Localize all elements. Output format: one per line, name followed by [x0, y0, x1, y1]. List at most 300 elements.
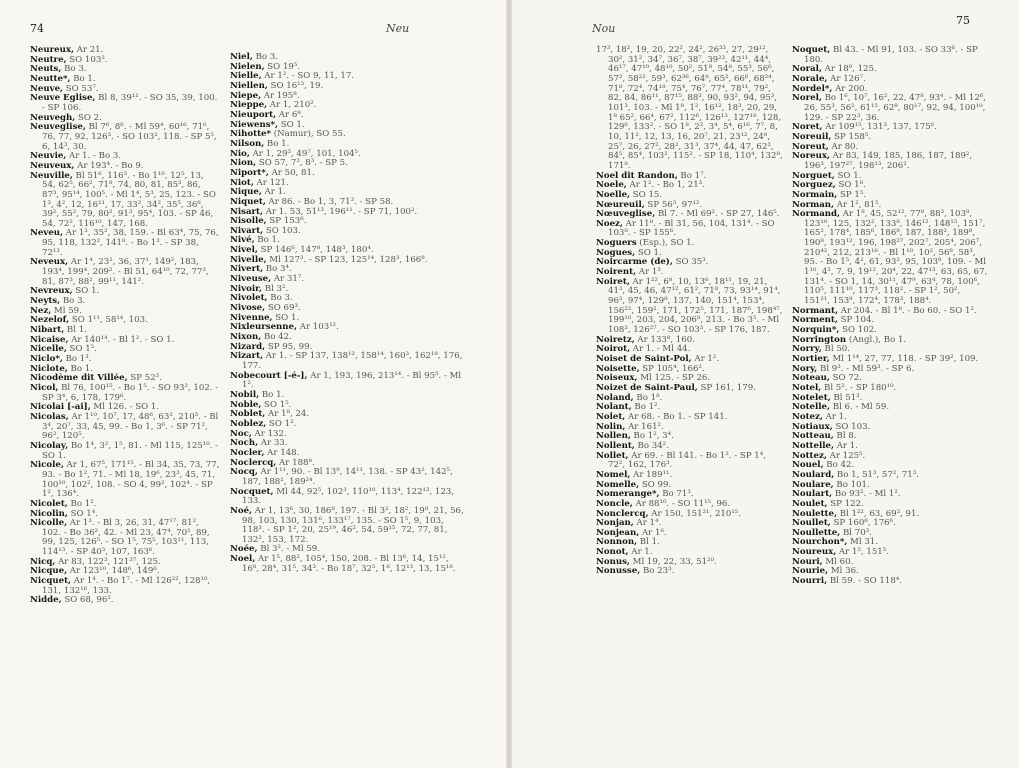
entry-references: SP 158⁵.: [831, 131, 872, 142]
entry-references: Bo 1.: [254, 235, 280, 246]
entry-headword: Nihotte*: [230, 129, 272, 140]
entry-headword: Norel,: [792, 93, 822, 104]
entry-references: SP 56³, 97¹².: [644, 199, 703, 210]
entry-references: Ml 1¹⁴, 27, 77, 118. - SP 39², 109.: [829, 354, 979, 364]
entry-headword: Normain,: [792, 189, 838, 200]
entry-headword: Neuts,: [30, 64, 62, 75]
entry-headword: Nouri,: [792, 556, 823, 567]
entry-headword: Notelet,: [792, 392, 831, 403]
entry-headword: Nisolle,: [230, 216, 267, 227]
entry-headword: Noé,: [230, 505, 253, 516]
entry-references: Bl 76, 100¹⁵. - Bo 1⁵. - SO 93², 102. - SP 3⁴, 6, 178, 179⁶.: [42, 382, 219, 403]
entry-headword: Neutte*,: [30, 73, 71, 84]
entry-headword: Norment,: [792, 315, 838, 326]
entry-references: Ar 1³.: [636, 267, 664, 278]
entry-references: Ml 19, 22, 33, 51²⁰.: [629, 556, 717, 567]
entry-headword: Nisart,: [230, 206, 264, 217]
entry-references: SO 16¹³, 19.: [267, 80, 324, 91]
entry-references: SO 69³.: [265, 303, 301, 314]
entry-references: Ar 1⁸, 45, 52¹², 77⁸, 88³, 103⁸, 123¹⁰, 125, 132², 133⁸, 146¹², 148¹⁵, 151⁷, 165², 178⁴, 185⁶, 186⁸, 187, 188², 189⁸, 190⁸, 193¹², 196, 198²⁷, 202⁷, 205⁴, 206⁷, 210⁴², 212, 213¹⁶. - Bl 1¹⁰, 10², 56⁸, 58³, 95. - Bo 1⁵, 4², 61, 93², 95, 103⁸, 109. - Ml 1¹⁰, 4³, 7, 9, 19¹², 20⁴, 22, 47¹³, 63, 65, 67, 131⁴. - SO 1, 14, 30¹¹, 47⁹, 63⁴, 78, 100⁶, 110⁵, 111¹⁰, 117³, 118². - SP 1², 50², 151²¹, 153⁸, 172⁴, 178³, 188⁴.: [804, 209, 988, 307]
entry-headword: Noble,: [230, 399, 262, 410]
entry-headword: Noguers: [596, 238, 637, 249]
entry-headword: Normant,: [792, 305, 838, 316]
entry-references: Bo 71³.: [659, 489, 694, 500]
entry-headword: Nicodème dit Villée,: [30, 373, 128, 384]
index-entry: [30, 94, 220, 113]
entry-references: Ml 127³. - SP 123, 125¹⁴, 128³, 166⁸.: [266, 254, 428, 265]
entry-headword: Noel,: [230, 554, 256, 565]
entry-headword: Nivoir,: [230, 283, 263, 294]
entry-references: Bo 3.: [61, 64, 87, 75]
entry-references: Ar 1⁵, 88², 105⁴, 150, 208. - Bl 13⁶, 14, 15¹², 16⁸, 28⁴, 31⁵, 34³. - Bo 18⁷, 32⁵, 1⁸, 12¹³, 13, 15¹⁸.: [242, 554, 456, 574]
entry-references: Ar 126⁷.: [827, 73, 866, 84]
entry-headword: Norguez,: [792, 180, 836, 191]
entry-references: Ar 1, 13⁶, 30, 186⁸, 197. - Bl 3², 18², 19⁸, 21, 56, 98, 103, 130, 131⁶, 133¹⁷, 135. - SO 1⁵, 9, 103, 118³. - SP 1², 20, 25¹⁹, 46², 54, 59¹⁵, 72, 77, 81, 132², 153, 172.: [242, 505, 464, 545]
entry-headword: Noulet,: [792, 498, 828, 509]
entry-headword: Neuveglise,: [30, 122, 86, 133]
entry-references: Ar 83, 122³, 121³⁷, 125.: [55, 556, 161, 567]
entry-headword: Norquin*,: [792, 325, 840, 336]
entry-references: Bl 1.: [637, 537, 660, 548]
entry-headword: Noulette,: [792, 508, 837, 519]
entry-references: Bo 1.: [264, 138, 290, 149]
entry-headword: Noele,: [596, 180, 627, 191]
index-column: [230, 53, 468, 574]
entry-headword: Noreux,: [792, 151, 830, 162]
entry-references: Ar 1, 29³, 49⁷, 101, 104⁵.: [249, 148, 361, 159]
entry-references: SO 1¹¹, 58¹⁴, 103.: [69, 315, 148, 326]
page-number: 75: [956, 14, 970, 27]
entry-references: SP 146⁶, 147⁸, 148³, 180⁴.: [257, 245, 374, 256]
index-entry: [792, 152, 988, 171]
index-entry: [30, 413, 220, 442]
entry-references: Ar 1⁸, 24.: [265, 409, 310, 420]
entry-headword: Niclote,: [30, 363, 68, 374]
entry-headword: Noulare,: [792, 479, 834, 490]
index-entry: [30, 123, 220, 152]
entry-references: Ml 126. - SO 1.: [90, 402, 160, 413]
entry-references: SO 1².: [266, 418, 297, 429]
entry-headword: Notez,: [792, 411, 823, 422]
entry-headword: Noblez,: [230, 418, 267, 429]
entry-references: Bo 3⁴.: [263, 264, 292, 275]
entry-references: Bl 70³.: [840, 527, 872, 538]
entry-headword: Noteau,: [792, 373, 830, 384]
entry-headword: Nomelle,: [596, 479, 640, 490]
entry-references: Ar 1.: [261, 187, 286, 198]
entry-references: Ar 11⁸. - Bl 31, 56, 104, 131⁴. - SO 103⁸. - SP 155⁶.: [608, 218, 775, 239]
entry-headword: Neuve,: [30, 83, 64, 94]
entry-headword: Nevreux,: [30, 286, 73, 297]
entry-references: Ar 1², 81⁵.: [834, 199, 882, 210]
entry-headword: Noreut,: [792, 141, 829, 152]
entry-references: Ar 1, 67⁵, 171¹⁵. - Bl 34, 35, 73, 77, 93. - Bo 1², 71. - Ml 18, 19⁶, 23³, 45, 71, 100¹⁰, 102², 108. - SO 4, 99², 102⁴. - SP 1², 136⁴.: [42, 460, 220, 500]
entry-headword: Nieuport,: [230, 109, 277, 120]
entry-headword: Nique,: [230, 187, 262, 198]
entry-references: Bl 5². - SP 180¹⁰.: [821, 382, 897, 393]
entry-references: Bl 9³. - Ml 59³. - SP 6.: [817, 363, 915, 374]
entry-references: Ar 1. - Ml 44.: [630, 344, 691, 355]
entry-references: Bl 8.: [833, 431, 857, 442]
entry-headword: Noirot,: [596, 344, 631, 355]
entry-references: Ar 1⁶.: [639, 527, 667, 538]
entry-headword: Nivel,: [230, 245, 258, 256]
index-column: [30, 46, 220, 606]
entry-headword: Nourri,: [792, 576, 828, 587]
entry-references: Ar 1⁴. - Bo 1⁷. - Ml 126²², 128¹⁰, 131, 132¹⁶, 133.: [42, 576, 211, 596]
entry-headword: Nicolet,: [30, 498, 68, 509]
index-entry: [230, 555, 468, 574]
entry-references: Ar 1³. - Bl 3, 26, 31, 47¹⁷, 81², 102. - Bo 36², 42. - Ml 23, 47⁴, 70², 89, 99, 125, 126⁵. - SO 1⁵, 75⁵, 103¹¹, 113, 114¹³. - SP 40³, 107, 163⁶.: [42, 518, 210, 558]
entry-references: Ar 21.: [73, 45, 104, 55]
entry-headword: Neuvie,: [30, 151, 67, 162]
entry-headword: Nolet,: [596, 411, 626, 422]
entry-headword: Nory,: [792, 363, 818, 374]
entry-headword: Niel,: [230, 52, 253, 62]
entry-references: Ml 36.: [828, 566, 859, 577]
entry-references: Ar 1, 210².: [267, 100, 317, 111]
entry-references: SP 104.: [837, 315, 875, 326]
index-entry: [792, 577, 988, 587]
entry-headword: Nicolle,: [30, 518, 68, 529]
entry-headword: Noiret,: [596, 276, 630, 287]
entry-references: Bl 43. - Ml 91, 103. - SO 33⁶. - SP 180.: [804, 45, 978, 65]
entry-headword: Nollet,: [596, 450, 629, 461]
entry-references: SO 19⁵.: [264, 61, 301, 72]
entry-headword: Nicolas,: [30, 411, 69, 422]
entry-headword: Noircarme (de),: [596, 257, 673, 268]
entry-references: Ml 31.: [847, 537, 878, 548]
left-page: [0, 0, 507, 768]
entry-headword: Noiseux,: [596, 373, 638, 384]
entry-references: Ar 1³, 35², 38, 159. - Bl 63⁴, 75, 76, 95, 118, 132², 141⁸. - Bo 1³. - SP 38, 72¹³.: [42, 228, 219, 258]
index-entry: [30, 442, 220, 461]
entry-headword: Nidde,: [30, 595, 62, 606]
entry-headword: Noelle,: [596, 189, 631, 200]
entry-headword: Nivenne,: [230, 312, 273, 323]
entry-headword: Nilson,: [230, 138, 265, 149]
entry-references: Bo 1⁴, 3², 1⁵, 81. - Ml 115, 125¹⁰. - SO 1.: [42, 440, 219, 461]
entry-headword: Neuvegh,: [30, 112, 76, 123]
entry-references: Bo 1⁶, 10⁷, 16², 22, 47⁸, 93⁴. - Ml 12⁶, 26, 55³, 56², 61¹⁵, 62⁸, 80¹⁷, 92, 94, 100¹⁰, 129. - SP 22³, 36.: [804, 93, 986, 123]
running-head: Neu: [386, 22, 410, 35]
entry-headword: Neuve Eglise,: [30, 93, 96, 104]
index-column: [792, 46, 988, 587]
entry-references: Bl 51⁶, 116³. - Bo 1¹⁰, 12⁵, 13, 54, 62⁵, 66², 71⁸, 74, 80, 81, 85³, 86, 87³, 95¹⁴, 100⁵. - Ml 1⁴, 5³, 25, 123. - SO 1³, 4², 12, 16¹¹, 17, 33², 34², 35⁵, 36⁸, 39², 55², 79, 80², 91³, 95⁴, 103. - SP 46, 54, 72², 116¹⁰, 147, 168.: [42, 170, 216, 229]
entry-headword: Nivé,: [230, 235, 255, 246]
entry-references: Bl 3². - Ml 59.: [257, 544, 321, 555]
index-entry: [230, 372, 468, 391]
entry-references: Bo 1.: [70, 73, 96, 84]
entry-headword: Nobil,: [230, 389, 260, 400]
entry-headword: Noiset de Saint-Pol,: [596, 354, 692, 364]
entry-headword: Noullet,: [792, 518, 831, 529]
index-entry: [792, 210, 988, 307]
entry-headword: Nonot,: [596, 547, 629, 558]
entry-references: Bo 23³.: [640, 566, 675, 577]
entry-headword: Nicq,: [30, 556, 56, 567]
entry-headword: Noch,: [230, 438, 259, 449]
entry-headword: Nollent,: [596, 440, 635, 451]
index-entry: [30, 258, 220, 287]
entry-headword: Noiretz,: [596, 334, 635, 345]
entry-references: Bo 42.: [261, 332, 292, 343]
entry-headword: Noncle,: [596, 498, 633, 509]
index-entry: [230, 507, 468, 546]
entry-references: (Namur), SO 55.: [271, 129, 346, 140]
entry-headword: Nielle,: [230, 71, 262, 82]
entry-references: Ar 69. - Bl 141. - Bo 1². - SP 1⁴, 72², 162, 176³.: [608, 450, 766, 471]
entry-headword: Nicol,: [30, 382, 59, 393]
entry-references: SO 99.: [639, 479, 672, 490]
entry-headword: Noral,: [792, 64, 822, 75]
entry-references: SP 95, 99.: [265, 341, 313, 352]
entry-references: Ar 88¹⁰. - SO 11¹⁵, 96.: [632, 498, 731, 509]
entry-references: SP 161, 179.: [697, 382, 756, 393]
entry-references: SO 102.: [839, 325, 877, 336]
entry-headword: Nizard,: [230, 341, 266, 352]
index-entry: [30, 519, 220, 558]
entry-headword: Nivert,: [230, 264, 264, 275]
entry-headword: Notel,: [792, 382, 822, 393]
entry-headword: Neveu,: [30, 228, 64, 239]
entry-headword: Nœuveglise,: [596, 209, 656, 220]
entry-headword: Noquet,: [792, 45, 831, 55]
entry-headword: Noel dit Randon,: [596, 170, 678, 181]
entry-headword: Noisette,: [596, 363, 640, 374]
entry-references: Ar 68. - Bo 1. - SP 141.: [625, 411, 728, 422]
entry-references: Ar 80.: [828, 141, 859, 152]
entry-references: Ar 193⁴. - Bo 9.: [74, 160, 144, 171]
entry-references: SO 2.: [75, 112, 102, 123]
entry-headword: Nicole,: [30, 460, 64, 471]
entry-references: Ar 1, 193, 196, 213¹⁴. - Bl 95⁵. - Ml 1².: [242, 370, 462, 391]
entry-headword: Nomel,: [596, 469, 631, 480]
index-entry: [596, 278, 784, 336]
entry-references: Ar 1.: [833, 440, 858, 451]
index-entry: [596, 452, 784, 471]
entry-references: Ar 1.: [822, 411, 847, 422]
entry-headword: Nobecourt [-é-],: [230, 370, 308, 381]
entry-headword: Notteau,: [792, 431, 834, 442]
entry-references: SO 1.: [834, 170, 862, 181]
entry-headword: Niot,: [230, 177, 254, 188]
entry-references: SO 1⁵.: [261, 399, 292, 410]
entry-headword: Nibart,: [30, 325, 65, 336]
entry-headword: Noreuil,: [792, 131, 832, 142]
entry-references: Ar 1⁵, 151⁵.: [836, 547, 889, 558]
entry-headword: Nixon,: [230, 332, 262, 343]
entry-references: Ar 188⁸.: [276, 457, 315, 468]
entry-references: Bo 3.: [252, 52, 279, 62]
entry-references: Bl 51³.: [830, 392, 863, 403]
entry-headword: Nourchon*,: [792, 537, 848, 548]
index-entry: [596, 220, 784, 239]
entry-references: Ar 132.: [251, 428, 287, 439]
entry-headword: Neutre,: [30, 54, 67, 65]
entry-references: Bl 7⁶, 8⁶. - Ml 59⁴, 60¹⁶, 71⁶, 76, 77, 92, 126³. - SO 103², 118. - SP 5⁵, 6, 14³, 30.: [42, 122, 217, 152]
index-entry: [230, 488, 468, 507]
entry-references: Ar 1.: [628, 547, 653, 558]
entry-headword: Nivose,: [230, 303, 266, 314]
entry-references: Bo 1².: [67, 498, 97, 509]
entry-headword: Noée,: [230, 544, 258, 555]
entry-references: Bl 6. - Ml 59.: [830, 402, 890, 413]
entry-headword: Nomerange*,: [596, 489, 660, 500]
entry-headword: Noulard,: [792, 469, 835, 480]
entry-references: Bl 1.: [64, 325, 87, 336]
entry-references: Ar 103¹².: [297, 322, 339, 333]
entry-headword: Norale,: [792, 73, 828, 84]
entry-references: SO 72.: [829, 373, 862, 384]
entry-references: Ar 33.: [258, 438, 288, 449]
entry-headword: Nonusse,: [596, 566, 641, 577]
index-entry: [30, 577, 220, 596]
entry-references: Ar 189¹¹.: [630, 469, 673, 480]
entry-references: Ar 1¹⁰, 10⁷, 17, 48⁶, 63², 210³. - Bl 3⁴, 20⁷, 33, 45, 99. - Bo 1, 3⁶. - SP 71², 96³, 120⁵.: [42, 411, 219, 442]
entry-references: Ml 60.: [822, 556, 854, 567]
entry-references: SP 122.: [827, 498, 864, 509]
entry-headword: Noblet,: [230, 409, 266, 420]
entry-references: Ar 1⁴, 23², 36, 37¹, 149², 183, 193⁴, 199⁴, 209². - Bl 51, 64¹⁰, 72, 77³, 81, 87³, 88², 99¹¹, 141².: [42, 257, 209, 287]
entry-references: 17³, 18², 19, 20, 22², 24², 26³³, 27, 29¹², 30², 31², 34⁷, 36⁷, 38⁷, 39²³, 42¹¹, 44⁴, 46¹⁷, 47¹⁰, 48¹⁰, 50², 51⁸, 54⁸, 55³, 56⁶, 57², 58²², 59³, 62³⁶, 64⁸, 65², 66⁶, 68²⁴, 71⁸, 72⁴, 74¹⁸, 75⁴, 76⁷, 77⁴, 78¹¹, 79², 82, 84, 86¹¹, 87¹⁵, 88³, 90, 93², 94, 95³, 101³, 103. - Ml 1⁸, 1², 16¹², 18³, 20, 29, 1⁸ 65², 66⁴, 67², 112⁶, 126¹³, 127¹⁸, 128, 129⁶, 133². - SO 1⁸, 2², 3⁴, 5⁴, 6¹⁶, 7⁷, 8, 10, 11², 12, 13, 16, 20⁷, 21, 23¹², 24⁸, 25⁷, 26, 27², 28², 31³, 37⁴, 44, 47, 62³, 84⁵, 85⁴, 103², 115². - SP 18, 110⁴, 132⁸, 171⁸.: [596, 45, 783, 171]
entry-headword: Noulart,: [792, 489, 833, 500]
index-entry: [30, 461, 220, 500]
entry-references: Ar 1. - Bo 3.: [66, 151, 122, 162]
index-entry: [30, 384, 220, 403]
entry-headword: Nollen,: [596, 431, 631, 442]
entry-headword: Noez,: [596, 218, 623, 229]
entry-headword: Nortier,: [792, 354, 830, 364]
entry-references: Ml 59.: [51, 305, 82, 316]
entry-headword: Norman,: [792, 199, 835, 210]
index-entry: [596, 46, 784, 172]
index-entry: [596, 567, 784, 577]
entry-headword: Nouel,: [792, 460, 824, 471]
entry-headword: Nolin,: [596, 421, 626, 432]
entry-headword: Noullette,: [792, 527, 841, 538]
entry-headword: Niellen,: [230, 80, 268, 91]
entry-references: Bl 59. - SO 118⁴.: [827, 576, 902, 587]
running-head: Nou: [592, 22, 616, 35]
entry-references: Bo 93². - Ml 1².: [832, 489, 901, 500]
entry-headword: Nonus,: [596, 556, 630, 567]
entry-headword: Nizart,: [230, 351, 264, 362]
entry-headword: Neureux,: [30, 45, 74, 55]
entry-references: Bl 7. - Ml 69². - SP 27, 146⁵.: [655, 209, 780, 220]
entry-headword: Noureux,: [792, 547, 837, 558]
index-entry: [230, 352, 468, 371]
entry-references: Ar 150, 151²¹, 210¹⁵.: [648, 508, 741, 519]
entry-headword: Noclercq,: [230, 457, 277, 468]
entry-references: Ar 1. 53, 51¹³, 196¹¹. - SP 71, 100².: [263, 206, 418, 217]
entry-references: Ar 1. - SP 137, 138¹², 158¹⁴, 160³, 162¹⁸, 176, 177.: [242, 351, 463, 371]
entry-headword: Nivart,: [230, 225, 264, 236]
entry-references: SP 105⁴, 166².: [639, 363, 705, 374]
entry-headword: Nolant,: [596, 402, 632, 413]
entry-headword: Nocquet,: [230, 486, 274, 497]
entry-references: Bo 3.: [267, 293, 293, 304]
entry-headword: Noirent,: [596, 267, 637, 278]
entry-headword: Nivelle,: [230, 254, 267, 265]
entry-references: Ar 50, 81.: [268, 167, 315, 178]
entry-references: SO 103.: [832, 421, 871, 432]
entry-references: Ar 1².: [691, 354, 720, 364]
index-entry: [792, 46, 988, 65]
entry-references: Ar 133⁸, 160.: [634, 334, 695, 345]
entry-references: (Angl.), Bo 1.: [846, 334, 907, 345]
entry-references: SO 1.: [272, 312, 300, 323]
entry-headword: Notelle,: [792, 402, 831, 413]
entry-references: SO 35³.: [672, 257, 709, 268]
entry-references: SO 53⁷.: [63, 83, 99, 94]
entry-headword: Niveuse,: [230, 274, 272, 285]
entry-headword: Niport*,: [230, 167, 269, 178]
entry-references: Ar 6⁸.: [276, 109, 304, 120]
entry-references: Ar 200.: [832, 83, 868, 94]
entry-headword: Nicquet,: [30, 576, 72, 587]
entry-headword: Nicque,: [30, 566, 68, 577]
entry-references: SO 1⁵.: [66, 344, 97, 355]
entry-references: Bo 1³.: [62, 354, 92, 364]
entry-references: SP 52³.: [127, 373, 162, 384]
index-entry: [230, 468, 468, 487]
entry-references: Bl 8, 39¹¹. - SO 35, 39, 100. - SP 106.: [42, 93, 218, 113]
entry-references: SP 160⁶, 176⁶.: [830, 518, 896, 529]
entry-headword: Nocq,: [230, 467, 258, 478]
entry-references: SO 1.: [278, 119, 305, 130]
entry-references: Ar 1¹¹, 90. - Bl 13⁹, 14¹¹, 138. - SP 43², 142⁵, 187, 188², 189²⁴.: [242, 467, 453, 487]
entry-references: SP 1⁵.: [837, 189, 867, 200]
entry-headword: Nixleursenne,: [230, 322, 298, 333]
entry-references: Bo 1.: [259, 389, 285, 400]
entry-references: Ar 83, 149, 185, 186, 187, 189², 196³, 197²⁷, 198¹³, 206².: [804, 151, 973, 171]
entry-headword: Nez,: [30, 305, 52, 316]
index-entry: [30, 172, 220, 230]
index-entry: [792, 94, 988, 123]
entry-headword: Nonnon,: [596, 537, 638, 548]
entry-references: Bo 1⁷.: [677, 170, 707, 181]
entry-references: SP 153⁶.: [266, 216, 307, 227]
entry-references: Bl 1²², 63, 69³, 91.: [836, 508, 920, 519]
entry-references: Ar 1⁴.: [633, 518, 662, 529]
entry-headword: Nicolai [-ai],: [30, 402, 91, 413]
entry-headword: Neuveux,: [30, 160, 75, 171]
entry-headword: Noizet de Saint-Paul,: [596, 382, 698, 393]
entry-headword: Niquet,: [230, 196, 266, 207]
entry-headword: Niclo*,: [30, 354, 63, 364]
entry-headword: Nottelle,: [792, 440, 834, 451]
entry-headword: Norry,: [792, 344, 822, 355]
entry-references: Ar 109¹⁵, 131³, 137, 175⁶.: [822, 122, 937, 133]
entry-references: SO 1⁸.: [835, 180, 866, 191]
entry-references: SO 1.: [635, 247, 662, 258]
entry-references: Bo 1, 51³, 57², 71³.: [834, 469, 919, 480]
entry-references: Ar 195⁸.: [261, 90, 300, 101]
entry-references: Ar 1²², 6⁸, 10, 13⁶, 18¹¹, 19, 21, 41³, 45, 46, 47¹², 61², 71⁸, 73, 93¹⁴, 91⁴, 96³, 97⁴, 129⁸, 137, 140, 151⁴, 153⁴, 156²², 159², 171, 172⁵, 171, 187⁶, 198⁴⁷, 199¹⁰, 203, 204, 206⁸, 213. - Bo 3⁵. - Ml 108³, 126²⁷. - SO 103³. - SP 176, 187.: [608, 276, 783, 336]
entry-references: Ar 18⁹, 125.: [821, 64, 877, 75]
entry-references: Bo 1⁸.: [633, 392, 663, 403]
entry-references: Bo 101.: [833, 479, 870, 490]
entry-references: Ar 121.: [253, 177, 289, 188]
entry-headword: Nonclercq,: [596, 508, 649, 519]
entry-references: SO 1⁴.: [67, 508, 98, 519]
index-column: [596, 46, 784, 577]
entry-headword: Nion,: [230, 158, 257, 169]
entry-references: (Esp.), SO 1.: [636, 238, 695, 249]
entry-references: Bo 1², 3⁴.: [630, 431, 674, 442]
entry-headword: Nocler,: [230, 447, 265, 458]
